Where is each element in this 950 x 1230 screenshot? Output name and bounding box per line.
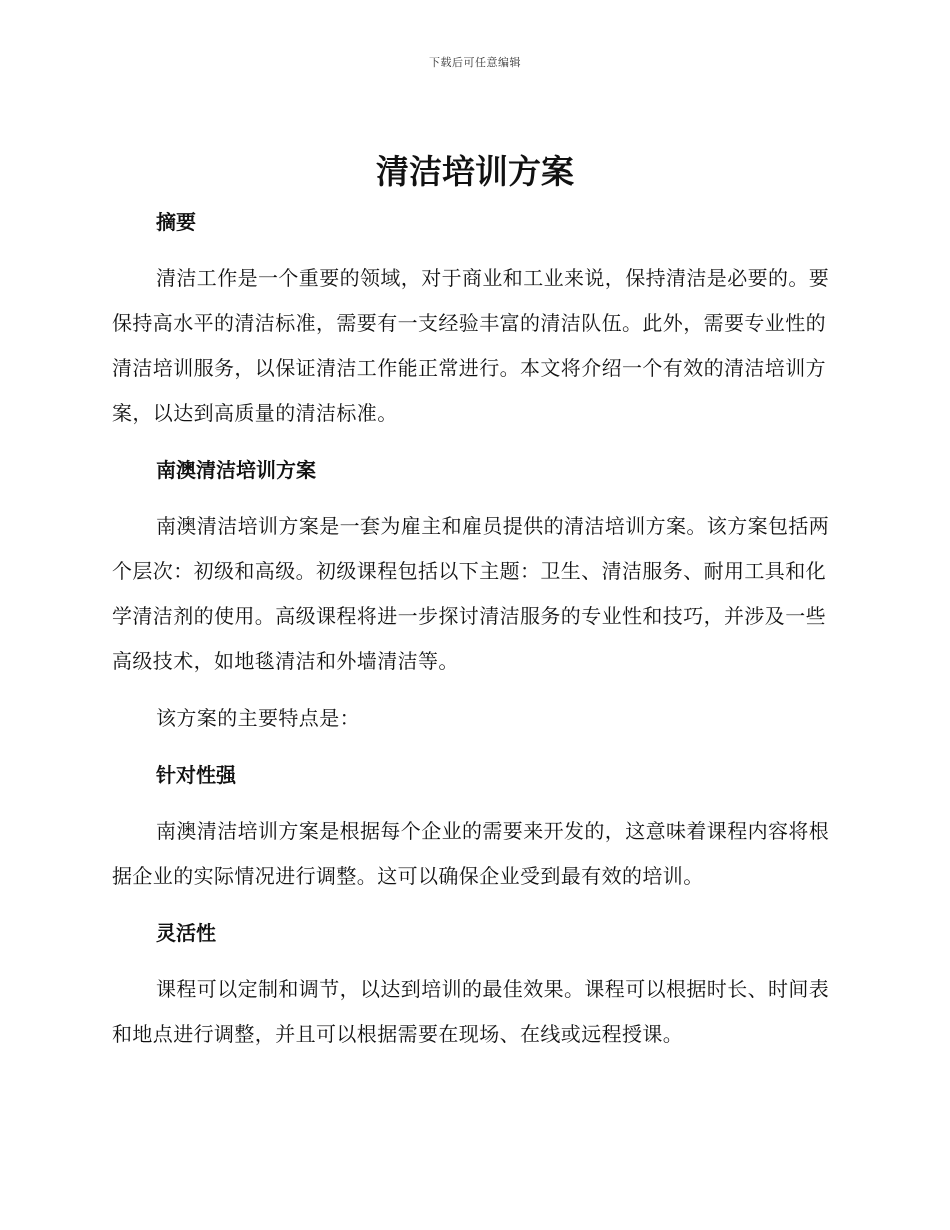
section-heading-program: 南澳清洁培训方案	[156, 458, 316, 482]
features-intro-paragraph: 该方案的主要特点是：	[156, 706, 360, 730]
section-heading-flexibility: 灵活性	[156, 921, 216, 945]
header-note: 下载后可任意编辑	[429, 56, 521, 69]
section-heading-targeted: 针对性强	[156, 763, 236, 787]
program-paragraph: 南澳清洁培训方案是一套为雇主和雇员提供的清洁培训方案。该方案包括两个层次：初级和高级。初级课程包括以下主题：卫生、清洁服务、耐用工具和化学清洁剂的使用。高级课程将进一步探讨清洁服务的专业性和技巧，并涉及一些高级技术，如地毯清洁和外墙清洁等。	[112, 514, 830, 673]
abstract-paragraph: 清洁工作是一个重要的领域，对于商业和工业来说，保持清洁是必要的。要保持高水平的清洁标准，需要有一支经验丰富的清洁队伍。此外，需要专业性的清洁培训服务，以保证清洁工作能正常进行。本文将介绍一个有效的清洁培训方案，以达到高质量的清洁标准。	[112, 266, 830, 425]
document-body	[112, 200, 832, 1069]
section-heading-abstract: 摘要	[156, 210, 196, 234]
document-title: 清洁培训方案	[376, 152, 574, 191]
flexibility-paragraph: 课程可以定制和调节，以达到培训的最佳效果。课程可以根据时长、时间表和地点进行调整，并且可以根据需要在现场、在线或远程授课。	[112, 977, 830, 1046]
targeted-paragraph: 南澳清洁培训方案是根据每个企业的需要来开发的，这意味着课程内容将根据企业的实际情况进行调整。这可以确保企业受到最有效的培训。	[112, 819, 830, 888]
